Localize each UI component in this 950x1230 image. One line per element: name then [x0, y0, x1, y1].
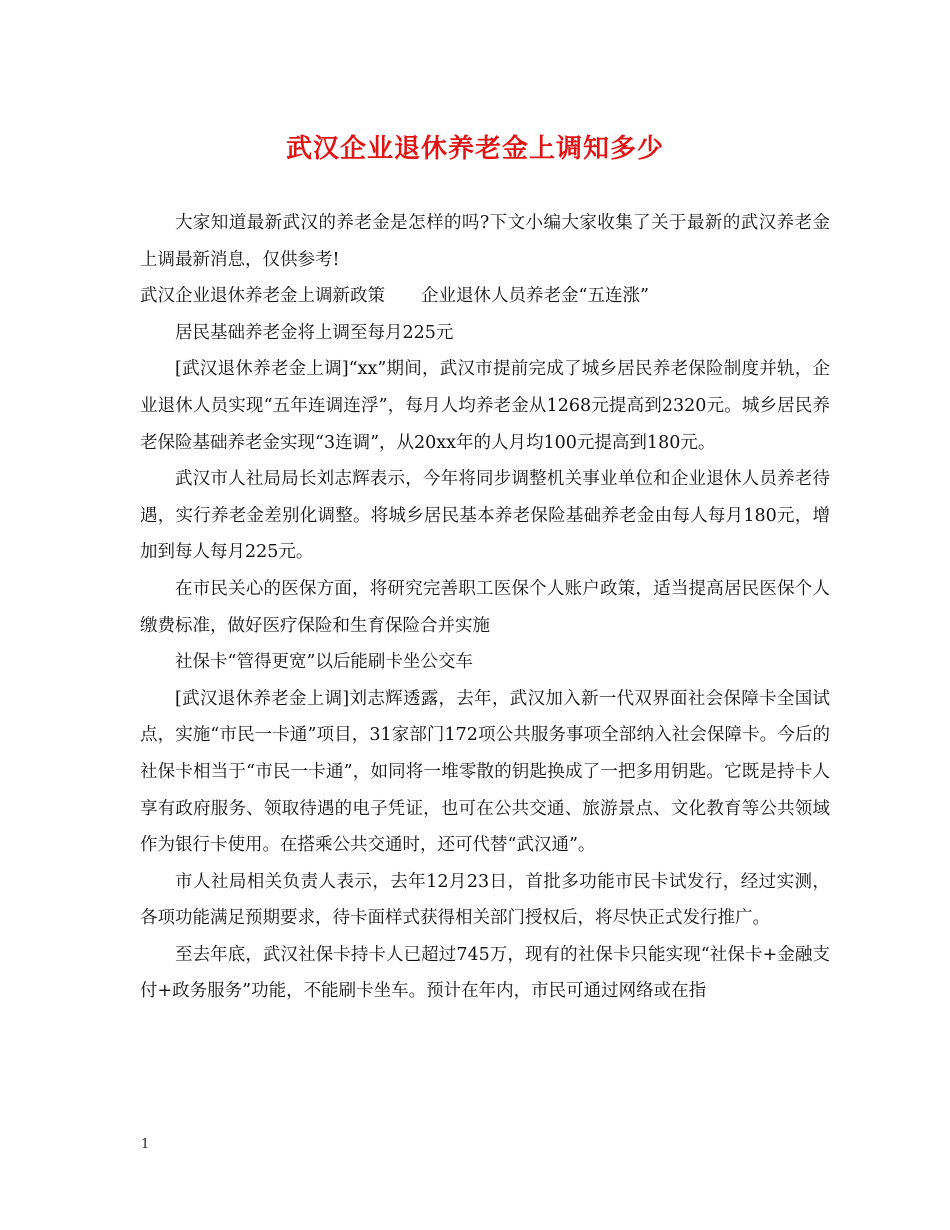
document-title: 武汉企业退休养老金上调知多少	[285, 134, 664, 164]
section-heading-policy: 武汉企业退休养老金上调新政策	[140, 286, 385, 307]
paragraph-social-card-heading: 社保卡“管得更宽”以后能刷卡坐公交车	[175, 652, 473, 673]
paragraph-basic-pension: 居民基础养老金将上调至每月225元	[175, 322, 454, 343]
paragraph-director-statement: 武汉市人社局局长刘志辉表示，今年将同步调整机关事业单位和企业退休人员养老待遇，实行养老金差别化调整。将城乡居民基本养老保险基础养老金由每人每月180元，增加到每人每月225元。	[140, 469, 830, 563]
page-number: 1	[141, 1137, 150, 1152]
paragraph-headings	[140, 278, 830, 315]
document-body	[140, 205, 830, 1010]
paragraph-medical-insurance: 在市民关心的医保方面，将研究完善职工医保个人账户政策，适当提高居民医保个人缴费标准，做好医疗保险和生育保险合并实施	[140, 578, 830, 636]
paragraph-intro: 大家知道最新武汉的养老金是怎样的吗?下文小编大家收集了关于最新的武汉养老金上调最新消息，仅供参考!	[140, 213, 830, 270]
paragraph-pension-history: [武汉退休养老金上调]“xx”期间，武汉市提前完成了城乡居民养老保险制度并轨，企业退休人员实现“五年连调连浮”，每月人均养老金从1268元提高到2320元。城乡居民养老保险基础养老金实现“3连调”，从20xx年的人月均100元提高到180元。	[140, 359, 830, 453]
paragraph-social-card-details: [武汉退休养老金上调]刘志辉透露，去年，武汉加入新一代双界面社会保障卡全国试点，实施“市民一卡通”项目，31家部门172项公共服务事项全部纳入社会保障卡。今后的社保卡相当于“市民一卡通”，如同将一堆零散的钥匙换成了一把多用钥匙。它既是持卡人享有政府服务、领取待遇的电子凭证，也可在公共交通、旅游景点、文化教育等公共领域作为银行卡使用。在搭乘公共交通时，还可代替“武汉通”。	[140, 688, 830, 856]
paragraph-card-holders: 至去年底，武汉社保卡持卡人已超过745万，现有的社保卡只能实现“社保卡+金融支付+政务服务”功能，不能刷卡坐车。预计在年内，市民可通过网络或在指	[140, 944, 830, 1002]
section-heading-five-raises: 企业退休人员养老金“五连涨”	[421, 286, 649, 307]
paragraph-trial-issuance: 市人社局相关负责人表示，去年12月23日，首批多功能市民卡试发行，经过实测，各项功能满足预期要求，待卡面样式获得相关部门授权后，将尽快正式发行推广。	[140, 871, 830, 929]
